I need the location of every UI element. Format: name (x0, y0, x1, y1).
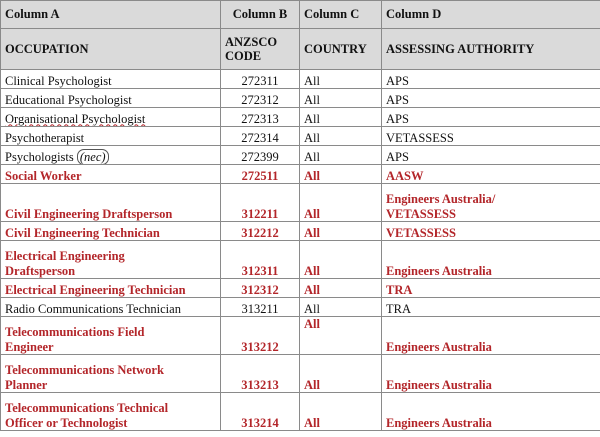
table-row-highlighted (1, 279, 600, 298)
authority-cell: Engineers Australia (382, 317, 600, 355)
country-cell: All (300, 317, 382, 355)
occupation-cell (1, 241, 221, 279)
table-row (1, 146, 600, 165)
occupation-line2: Draftsperson (5, 263, 76, 278)
occupation-header: OCCUPATION (1, 29, 221, 70)
table-row (1, 70, 600, 89)
column-b-label: Column B (221, 1, 300, 29)
code-cell: 312311 (221, 241, 300, 279)
country-cell: All (300, 165, 382, 184)
anzsco-header-line2: CODE (225, 49, 262, 63)
occupation-cell (1, 317, 221, 355)
country-cell: All (300, 89, 382, 108)
authority-cell: APS (382, 70, 600, 89)
country-header: COUNTRY (300, 29, 382, 70)
occupation-note: (nec) (77, 149, 109, 165)
authority-cell: TRA (382, 298, 600, 317)
occupation-cell: Radio Communications Technician (1, 298, 221, 317)
code-cell: 312212 (221, 222, 300, 241)
authority-cell: APS (382, 146, 600, 165)
authority-cell: TRA (382, 279, 600, 298)
table-row-highlighted (1, 241, 600, 279)
country-cell: All (300, 298, 382, 317)
occupation-cell: Electrical Engineering Technician (1, 279, 221, 298)
authority-cell: VETASSESS (382, 222, 600, 241)
code-cell: 313211 (221, 298, 300, 317)
authority-header: ASSESSING AUTHORITY (382, 29, 600, 70)
code-cell: 313214 (221, 393, 300, 431)
occupation-text: Psychologists (5, 149, 74, 164)
country-cell: All (300, 70, 382, 89)
occupation-cell: Civil Engineering Technician (1, 222, 221, 241)
table-row (1, 127, 600, 146)
table-row-highlighted (1, 165, 600, 184)
code-cell: 313212 (221, 317, 300, 355)
country-cell: All (300, 108, 382, 127)
occupation-cell: Educational Psychologist (1, 89, 221, 108)
code-cell: 312211 (221, 184, 300, 222)
country-cell: All (300, 355, 382, 393)
code-cell: 313213 (221, 355, 300, 393)
table-row-highlighted (1, 222, 600, 241)
occupation-cell: Civil Engineering Draftsperson (1, 184, 221, 222)
occupation-cell (1, 146, 221, 165)
table-row-highlighted (1, 317, 600, 355)
authority-line1: Engineers Australia/ (386, 192, 496, 206)
country-cell: All (300, 184, 382, 222)
occupation-line2: Planner (5, 377, 48, 392)
code-cell: 272511 (221, 165, 300, 184)
occupation-line2: Engineer (5, 339, 54, 354)
table-row-highlighted (1, 184, 600, 222)
authority-cell: AASW (382, 165, 600, 184)
authority-cell: Engineers Australia (382, 355, 600, 393)
occupation-line1: Electrical Engineering (5, 249, 125, 263)
authority-line2: VETASSESS (386, 206, 456, 221)
country-cell: All (300, 241, 382, 279)
occupation-cell: Social Worker (1, 165, 221, 184)
country-cell: All (300, 222, 382, 241)
authority-cell: Engineers Australia (382, 393, 600, 431)
occupation-cell (1, 393, 221, 431)
anzsco-header-line1: ANZSCO (225, 34, 278, 49)
occupation-line1: Telecommunications Field (5, 325, 145, 339)
country-cell: All (300, 393, 382, 431)
country-cell: All (300, 146, 382, 165)
code-cell: 272314 (221, 127, 300, 146)
table-row-highlighted (1, 355, 600, 393)
anzsco-header (221, 29, 300, 70)
occupation-line1: Telecommunications Network (5, 363, 164, 377)
authority-cell (382, 184, 600, 222)
occupation-cell: Clinical Psychologist (1, 70, 221, 89)
table-row (1, 108, 600, 127)
header-row (1, 29, 600, 70)
country-cell: All (300, 127, 382, 146)
code-cell: 272311 (221, 70, 300, 89)
code-cell: 312312 (221, 279, 300, 298)
authority-cell: APS (382, 89, 600, 108)
table-row (1, 298, 600, 317)
occupation-cell (1, 108, 221, 127)
column-letter-row (1, 1, 600, 29)
code-cell: 272399 (221, 146, 300, 165)
table-row-highlighted (1, 393, 600, 431)
occupation-line1: Telecommunications Technical (5, 401, 169, 415)
occupation-cell: Psychotherapist (1, 127, 221, 146)
occupation-line2: Officer or Technologist (5, 415, 128, 430)
authority-cell: VETASSESS (382, 127, 600, 146)
country-cell: All (300, 279, 382, 298)
code-cell: 272313 (221, 108, 300, 127)
authority-cell: APS (382, 108, 600, 127)
authority-cell: Engineers Australia (382, 241, 600, 279)
column-a-label: Column A (1, 1, 221, 29)
table-row (1, 89, 600, 108)
column-c-label: Column C (300, 1, 382, 29)
column-d-label: Column D (382, 1, 600, 29)
code-cell: 272312 (221, 89, 300, 108)
occupation-text: Organisational Psychologist (5, 111, 146, 126)
occupation-cell (1, 355, 221, 393)
